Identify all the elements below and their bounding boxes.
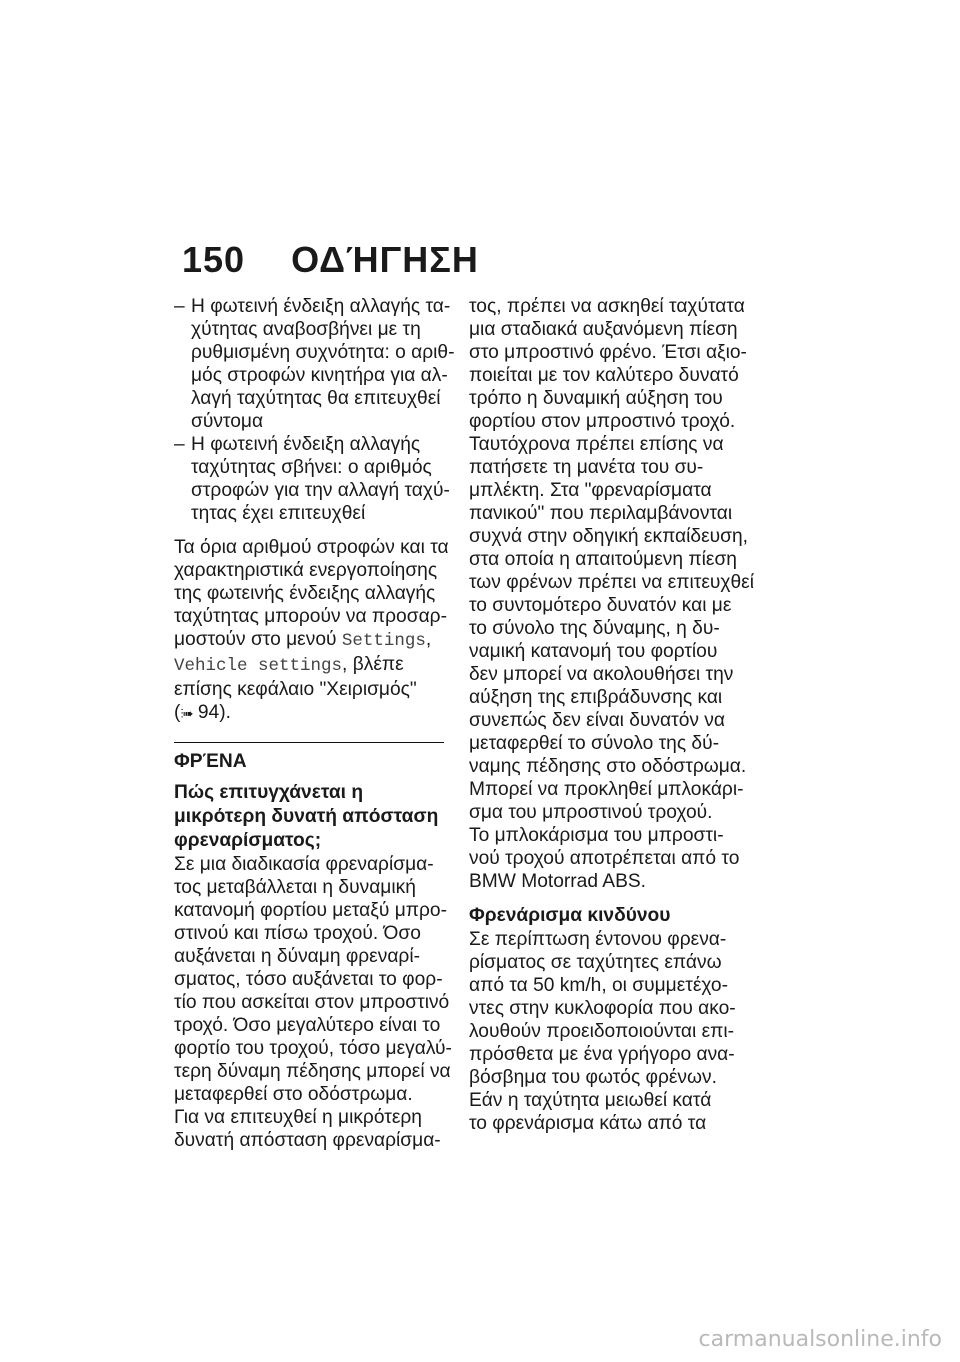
page-header: [182, 240, 479, 280]
bullet-item: – Η φωτεινή ένδειξη αλλαγής ταχύτητας σβήνει: ο αριθμός στροφών για την αλλαγή ταχύ- τητας έχει επιτευχθεί: [174, 434, 450, 524]
paragraph: Για να επιτευχθεί η μικρότερη δυνατή απόσταση φρεναρίσμα-: [174, 1107, 441, 1151]
paragraph: Σε περίπτωση έντονου φρενα- ρίσματος σε ταχύτητες επάνω από τα 50 km/h, οι συμμετέχο- ντες στην κυκλοφορία που ακο- λουθούν προειδοποιούνται επι- πρόσθετα με ένα γρήγορο ανα- βόσβημα του φωτός φρένων. Εάν η ταχύτητα μειωθεί κατά το φρενάρισμα κάτω από τα: [469, 929, 736, 1134]
subheading: Φρενάρισμα κινδύνου: [469, 905, 671, 926]
dash-icon: –: [174, 434, 185, 455]
paragraph: τος, πρέπει να ασκηθεί ταχύτατα μια σταδιακά αυξανόμενη πίεση στο μπροστινό φρένο. Έτσι αξιο- ποιείται με τον καλύτερο δυνατό τρόπο η δυναμική αύξηση του φορτίου στον μπροστινό τροχό. Ταυτόχρονα πρέπει επίσης να πατήσετε τη μανέτα του συ- μπλέκτη. Στα "φρεναρίσματα πανικού" που περιλαμβάνονται συχνά στην οδηγική εκπαίδευση, στα οποία η απαιτούμενη πίεση των φρένων πρέπει να επιτευχθεί το συντομότερο δυνατόν και με το σύνολο της δύναμης, η δυ- ναμική κατανομή του φορτίου δεν μπορεί να ακολουθήσει την αύξηση της επιβράδυνσης και συνεπώς δεν είναι δυνατόν να μεταφερθεί το σύνολο της δύ- ναμης πέδησης στο οδόστρωμα. Μπορεί να προκληθεί μπλοκάρι- σμα του μπροστινού τροχού.: [469, 296, 754, 823]
menu-vehicle-settings: Vehicle settings: [174, 656, 343, 676]
dash-icon: –: [174, 296, 185, 317]
reference-arrow-icon: ⫶➠: [180, 706, 193, 721]
bullet-item: – Η φωτεινή ένδειξη αλλαγής τα- χύτητας αναβοσβήνει με τη ρυθμισμένη συχνότητα: ο αριθ- μός στροφών κινητήρα για αλ- λαγή ταχύτητας θα επιτευχθεί σύντομα: [174, 296, 455, 432]
section-title: ΦΡΈΝΑ: [174, 751, 247, 772]
right-column: [469, 295, 754, 1135]
paragraph: Τα όρια αριθμού στροφών και τα χαρακτηριστικά ενεργοποίησης της φωτεινής ένδειξης αλλαγής ταχύτητας μπορούν να προσαρ- μοστούν στο μενού Settings, Vehicle settings, βλέπε επίσης κεφάλαιο "Χειρισμός" (⫶➠ 94).: [174, 537, 449, 723]
watermark: carmanualsonline.info: [698, 1327, 942, 1352]
subheading: Πώς επιτυγχάνεται η μικρότερη δυνατή απόσταση φρεναρίσματος;: [174, 782, 439, 851]
paragraph: Σε μια διαδικασία φρεναρίσμα- τος μεταβάλλεται η δυναμική κατανομή φορτίου μεταξύ μπρο- στινού και πίσω τροχού. Όσο αυξάνεται η δύναμη φρεναρί- σματος, τόσο αυξάνεται το φορ- τίο που ασκείται στον μπροστινό τροχό. Όσο μεγαλύτερο είναι το φορτίο του τροχού, τόσο μεγαλύ- τερη δύναμη πέδησης μπορεί να μεταφερθεί στο οδόστρωμα.: [174, 854, 452, 1105]
left-column: [174, 295, 455, 1152]
menu-settings: Settings: [341, 631, 426, 651]
chapter-title: ΟΔΉΓΗΣΗ: [291, 239, 479, 280]
section-divider: [174, 742, 444, 743]
page-number: 150: [182, 239, 246, 280]
paragraph: Το μπλοκάρισμα του μπροστι- νού τροχού αποτρέπεται από το BMW Motorrad ABS.: [469, 825, 740, 892]
page-reference[interactable]: (⫶➠ 94).: [174, 702, 231, 723]
